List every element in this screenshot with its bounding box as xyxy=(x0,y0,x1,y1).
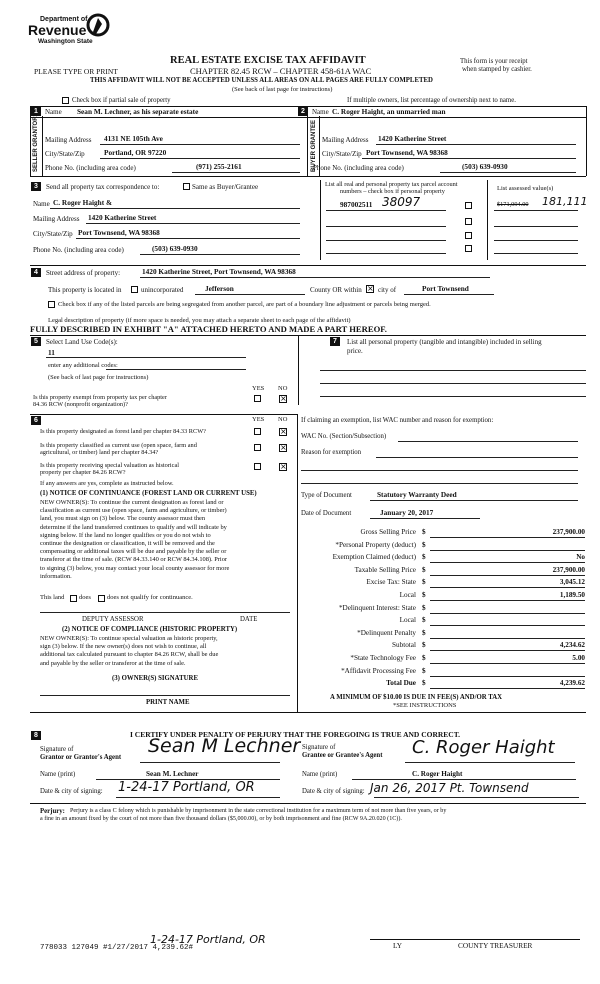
seller-mail-label: Mailing Address xyxy=(45,136,92,144)
exempt-yes-checkbox[interactable] xyxy=(254,395,261,402)
print-name-label: PRINT NAME xyxy=(146,699,190,706)
grantee-name[interactable]: C. Roger Haight xyxy=(412,770,463,778)
partial-sale-label: Check box if partial sale of property xyxy=(72,97,171,104)
doc-type-label: Type of Document xyxy=(301,492,352,499)
minimum-fee-note: A MINIMUM OF $10.00 IS DUE IN FEE(S) AND/OR TAX xyxy=(330,694,503,701)
section-number-5: 5 xyxy=(31,337,41,346)
grantor-sig-label-2: Grantor or Grantor's Agent xyxy=(40,754,122,761)
buyer-side-label: BUYER GRANTEE xyxy=(311,119,317,172)
dollar-sign: $ xyxy=(422,565,426,574)
section-number-1: 1 xyxy=(31,107,41,116)
same-as-buyer-checkbox[interactable] xyxy=(183,183,190,190)
logo-revenue: Revenue xyxy=(28,22,87,38)
notice2-line: additional tax calculated pursuant to chapter 84.26 RCW, shall be due xyxy=(40,651,219,659)
tax-row-label: *Affidavit Processing Fee xyxy=(341,666,416,675)
dollar-sign: $ xyxy=(422,528,426,536)
sec3-phone[interactable]: (503) 639-0930 xyxy=(152,244,198,253)
send-correspondence-label: Send all property tax correspondence to: xyxy=(46,183,160,191)
this-land-label: This land xyxy=(40,594,65,601)
land-use-code[interactable]: 11 xyxy=(48,348,55,357)
parcel-number[interactable]: 987002511 xyxy=(340,200,373,209)
does-qualify-checkbox[interactable] xyxy=(70,595,77,602)
sec3-phone-label: Phone No. (including area code) xyxy=(33,246,124,254)
tax-row-value[interactable]: No xyxy=(576,553,585,562)
grantee-sig-label: Signature of xyxy=(302,744,336,751)
parcel-handwritten: 38097 xyxy=(382,195,421,209)
see-back-instructions: (See back of last page for instructions) xyxy=(232,86,333,93)
unincorporated-label: unincorporated xyxy=(141,286,184,294)
parcel-3-personal-checkbox[interactable] xyxy=(465,232,472,239)
located-label: This property is located in xyxy=(48,286,122,294)
historic-no-checkbox[interactable]: × xyxy=(280,462,287,471)
dollar-sign: $ xyxy=(422,666,426,675)
section-number-8: 8 xyxy=(31,731,41,740)
notice1-line: compensating or additional taxes will be due and payable by the seller or xyxy=(40,548,227,556)
tax-row-label: Exemption Claimed (deduct) xyxy=(332,553,416,562)
does-label: does xyxy=(79,594,91,601)
notice1-line: classification as current use (open space, farm and agriculture, or timber) xyxy=(40,507,227,515)
legal-description[interactable]: FULLY DESCRIBED IN EXHIBIT "A" ATTACHED HERETO AND MADE A PART HEREOF. xyxy=(30,324,387,334)
seller-city[interactable]: Portland, OR 97220 xyxy=(104,148,167,157)
owners-signature-label: (3) OWNER(S) SIGNATURE xyxy=(112,675,198,682)
please-type: PLEASE TYPE OR PRINT xyxy=(34,67,118,76)
dollar-sign: $ xyxy=(422,540,426,549)
doc-date-label: Date of Document xyxy=(301,510,352,517)
tax-row-value[interactable]: 237,900.00 xyxy=(552,565,585,574)
perjury-label: Perjury: xyxy=(40,808,65,815)
tax-row-label: Gross Selling Price xyxy=(360,528,416,536)
logo-state: Washington State xyxy=(38,38,93,45)
notice1-line: to signing (3) below, you may contact your local county assessor for more xyxy=(40,564,230,572)
buyer-city-label: City/State/Zip xyxy=(322,150,362,158)
historic-yes-checkbox[interactable] xyxy=(254,463,261,470)
sec6-yes-header: YES xyxy=(252,416,265,423)
parcel-header: List all real and personal property tax parcel account xyxy=(325,181,458,188)
current-use-no-checkbox[interactable]: × xyxy=(280,443,287,452)
doc-date[interactable]: January 20, 2017 xyxy=(380,508,434,517)
grantor-signature[interactable]: Sean M Lechner xyxy=(148,735,301,757)
buyer-mail[interactable]: 1420 Katherine Street xyxy=(378,134,447,143)
cashier-receipt-stamp: 778033 127049 #1/27/2017 4,239.62# xyxy=(40,944,194,952)
section-number-6: 6 xyxy=(31,416,41,425)
buyer-name[interactable]: C. Roger Haight, an unmarried man xyxy=(332,107,446,116)
tax-row-label: *Personal Property (deduct) xyxy=(335,540,416,549)
tax-row-label: *Delinquent Penalty xyxy=(357,628,416,637)
perjury-text: Perjury is a class C felony which is punishable by imprisonment in the state correctional institution for a maximum term of not more than five years, or by xyxy=(70,808,447,814)
buyer-phone-label: Phone No. (including area code) xyxy=(313,164,404,172)
tax-row-label: Local xyxy=(399,591,416,599)
does-not-label: does not qualify for continuance. xyxy=(107,594,193,601)
tax-row-label: Excise Tax: State xyxy=(366,578,416,587)
grantor-name[interactable]: Sean M. Lechner xyxy=(146,770,199,778)
current-use-question: Is this property classified as current use (open space, farm and xyxy=(40,442,197,449)
forest-yes-checkbox[interactable] xyxy=(254,428,261,435)
grantor-sig-label: Signature of xyxy=(40,746,74,753)
notice1-line: determine if the land transferred continues to qualify and will indicate by xyxy=(40,523,227,531)
form-title: REAL ESTATE EXCISE TAX AFFIDAVIT xyxy=(170,55,366,66)
grantee-date-city[interactable]: Jan 26, 2017 Pt. Townsend xyxy=(370,781,529,795)
assessed-header: List assessed value(s) xyxy=(497,185,554,192)
within-city-checkbox[interactable]: × xyxy=(367,284,374,293)
dollar-sign: $ xyxy=(422,654,426,662)
seller-name[interactable]: Sean M. Lechner, as his separate estate xyxy=(77,107,199,116)
tax-row-value[interactable]: 4,239.62 xyxy=(559,679,585,688)
parcel-header-2: numbers – check box if personal property xyxy=(340,188,445,195)
wac-label: WAC No. (Section/Subsection) xyxy=(301,433,387,440)
sec3-city-label: City/State/Zip xyxy=(33,230,73,238)
tax-row-label: Local xyxy=(399,616,416,625)
sec6-no-header: NO xyxy=(278,416,288,423)
property-county[interactable]: Jefferson xyxy=(205,284,234,293)
seller-name-label: Name xyxy=(45,108,62,116)
buyer-phone[interactable]: (503) 639-0930 xyxy=(462,162,508,171)
property-city[interactable]: Port Townsend xyxy=(422,284,469,293)
personal-property-label: List all personal property (tangible and intangible) included in selling xyxy=(347,338,542,346)
dollar-sign: $ xyxy=(422,641,426,650)
assessor-date-label: DATE xyxy=(240,616,258,623)
sec5-yes-header: YES xyxy=(252,385,265,392)
forest-no-checkbox[interactable]: × xyxy=(280,427,287,436)
logo-dept: Department of xyxy=(40,16,88,23)
notice1-line: continue the designation or classification, it will be removed and the xyxy=(40,540,215,547)
seller-phone-label: Phone No. (including area code) xyxy=(45,164,136,172)
form-chapter: CHAPTER 82.45 RCW – CHAPTER 458-61A WAC xyxy=(190,66,372,76)
sec3-mail-label: Mailing Address xyxy=(33,215,80,223)
property-street[interactable]: 1420 Katherine Street, Port Townsend, WA 98368 xyxy=(142,267,296,276)
street-label: Street address of property: xyxy=(46,269,121,277)
county-treasurer-label: COUNTY TREASURER xyxy=(458,941,533,950)
assessed-handwritten: 181,111 xyxy=(542,195,588,208)
assessed-struck: $171,094.00 xyxy=(497,201,529,208)
notice1-line: NEW OWNER(S): To continue the current designation as forest land or xyxy=(40,499,224,506)
receipt-note: This form is your receipt xyxy=(460,58,528,65)
exempt-question: Is this property exempt from property tax per chapter xyxy=(33,394,167,401)
tax-row-value[interactable]: 237,900.00 xyxy=(552,528,585,536)
dollar-sign: $ xyxy=(422,616,426,625)
sec3-name-label: Name xyxy=(33,200,50,208)
exempt-question-2: 84.36 RCW (nonprofit organization)? xyxy=(33,401,128,408)
land-use-see-back: (See back of last page for instructions) xyxy=(48,374,149,381)
dollar-sign: $ xyxy=(422,553,426,562)
revenue-emblem-icon xyxy=(86,12,110,38)
dollar-sign: $ xyxy=(422,578,426,587)
clerk-initials: LY xyxy=(393,941,402,950)
grantor-date-city[interactable]: 1-24-17 Portland, OR xyxy=(118,780,255,795)
buyer-mail-label: Mailing Address xyxy=(322,136,369,144)
dollar-sign: $ xyxy=(422,591,426,599)
section-number-2: 2 xyxy=(298,107,308,116)
receipt-note-2: when stamped by cashier. xyxy=(462,66,532,73)
partial-sale-checkbox[interactable] xyxy=(62,97,69,104)
dollar-sign: $ xyxy=(422,628,426,637)
reason-label: Reason for exemption xyxy=(301,449,362,456)
tax-row-label: *Delinquent Interest: State xyxy=(338,603,416,612)
tax-row-label: Taxable Selling Price xyxy=(354,565,416,574)
additional-codes-label: enter any additional codes: xyxy=(48,362,118,369)
multi-owner-note: If multiple owners, list percentage of ownership next to name. xyxy=(347,97,516,104)
historic-question: Is this property receiving special valuation as historical xyxy=(40,462,180,469)
notice-compliance-title: (2) NOTICE OF COMPLIANCE (HISTORIC PROPERTY) xyxy=(62,626,238,633)
section-number-3: 3 xyxy=(31,182,41,191)
buyer-city[interactable]: Port Townsend, WA 98368 xyxy=(366,148,448,157)
sec3-mail[interactable]: 1420 Katherine Street xyxy=(88,213,157,222)
does-not-qualify-checkbox[interactable] xyxy=(98,595,105,602)
notice1-line: information. xyxy=(40,572,72,580)
section-number-4: 4 xyxy=(31,268,41,277)
same-as-buyer-label: Same as Buyer/Grantee xyxy=(192,183,259,191)
exempt-no-checkbox[interactable]: × xyxy=(280,394,287,403)
grantor-date-label: Date & city of signing: xyxy=(40,788,103,795)
tax-row-label: Total Due xyxy=(386,679,416,688)
deputy-assessor-label: DEPUTY ASSESSOR xyxy=(82,616,144,623)
parcel-2-personal-checkbox[interactable] xyxy=(465,218,472,225)
notice2-line: sign (3) below. If the new owner(s) does not wish to continue, all xyxy=(40,643,207,651)
personal-property-label-2: price. xyxy=(347,347,363,355)
city-of-label: city of xyxy=(378,286,397,294)
grantee-sig-label-2: Grantee or Grantee's Agent xyxy=(302,752,383,759)
land-use-label: Select Land Use Code(s): xyxy=(46,338,118,346)
certify-statement: I CERTIFY UNDER PENALTY OF PERJURY THAT THE FOREGOING IS TRUE AND CORRECT. xyxy=(130,730,461,739)
grantee-name-label: Name (print) xyxy=(302,771,338,778)
tax-row-value[interactable]: 3,045.12 xyxy=(559,578,585,587)
segregated-label: Check box if any of the listed parcels are being segregated from another parcel, are part of a boundary line adjustment or parcels being merged. xyxy=(58,301,431,308)
receipt-handwritten-city: 1-24-17 Portland, OR xyxy=(150,933,266,946)
section-number-7: 7 xyxy=(330,337,340,346)
parcel-4-personal-checkbox[interactable] xyxy=(465,245,472,252)
current-use-question-2: agricultural, or timber) land per chapter 84.34? xyxy=(40,449,159,456)
grantee-date-label: Date & city of signing: xyxy=(302,788,365,795)
segregated-checkbox[interactable] xyxy=(48,301,55,308)
perjury-text-2: a fine in an amount fixed by the court of not more than five thousand dollars ($5,000.00), or by both imprisonment and fine (RCW 9A.20.020 (1C)). xyxy=(40,816,402,822)
see-instructions: *SEE INSTRUCTIONS xyxy=(393,702,457,709)
parcel-1-personal-checkbox[interactable] xyxy=(465,202,472,209)
sec5-no-header: NO xyxy=(278,385,288,392)
tax-row-label: *State Technology Fee xyxy=(350,654,416,662)
sec3-city[interactable]: Port Townsend, WA 98368 xyxy=(78,228,160,237)
grantee-signature[interactable]: C. Roger Haight xyxy=(412,737,555,758)
seller-side-label: SELLER GRANTOR xyxy=(33,116,39,172)
seller-phone[interactable]: (971) 255-2161 xyxy=(196,162,242,171)
seller-mail[interactable]: 4131 NE 105th Ave xyxy=(104,134,163,143)
legal-description-label: Legal description of property (if more space is needed, you may attach a separate sheet to each page of the affidavit) xyxy=(48,317,351,324)
current-use-yes-checkbox[interactable] xyxy=(254,444,261,451)
dollar-sign: $ xyxy=(422,679,426,688)
sec3-name[interactable]: C. Roger Haight & xyxy=(53,198,113,207)
historic-question-2: property per chapter 84.26 RCW? xyxy=(40,469,126,476)
buyer-name-label: Name xyxy=(312,108,329,116)
tax-row-value[interactable]: 1,189.50 xyxy=(559,591,585,599)
forest-question: Is this property designated as forest land per chapter 84.33 RCW? xyxy=(40,428,206,435)
unincorporated-checkbox[interactable] xyxy=(131,286,138,293)
doc-type[interactable]: Statutory Warranty Deed xyxy=(377,490,457,499)
completion-warning: THIS AFFIDAVIT WILL NOT BE ACCEPTED UNLESS ALL AREAS ON ALL PAGES ARE FULLY COMPLETED xyxy=(90,77,433,84)
grantor-name-label: Name (print) xyxy=(40,771,76,778)
tax-row-value[interactable]: 5.00 xyxy=(572,654,585,662)
seller-city-label: City/State/Zip xyxy=(45,150,85,158)
exemption-label: If claiming an exemption, list WAC number and reason for exemption: xyxy=(301,417,494,424)
county-or-label: County OR within xyxy=(310,286,362,294)
notice-continuance-title: (1) NOTICE OF CONTINUANCE (FOREST LAND OR CURRENT USE) xyxy=(40,490,257,497)
notice1-line: transferor at the time of sale. (RCW 84.33.140 or RCW 84.34.108). Prior xyxy=(40,556,228,564)
notice1-line: signing below. If the land no longer qualifies or you do not wish to xyxy=(40,531,211,539)
tax-row-value[interactable]: 4,234.62 xyxy=(559,641,585,650)
dollar-sign: $ xyxy=(422,603,426,612)
notice2-line: and payable by the seller or transferor at the time of sale. xyxy=(40,659,186,667)
notice1-line: land, you must sign on (3) below. The county assessor must then xyxy=(40,515,206,523)
notice2-line: NEW OWNER(S): To continue special valuation as historic property, xyxy=(40,635,218,642)
tax-row-label: Subtotal xyxy=(392,641,416,650)
if-any-yes: If any answers are yes, complete as instructed below. xyxy=(40,480,174,487)
